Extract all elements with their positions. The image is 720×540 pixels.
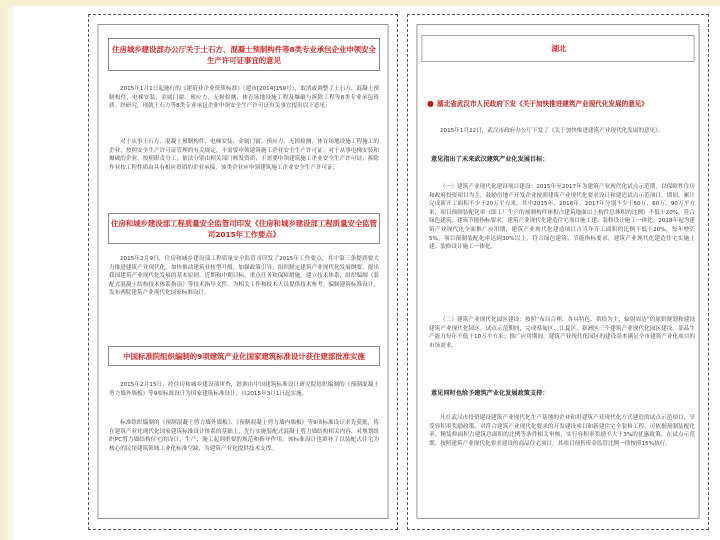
bullet-icon: ● [427, 99, 434, 108]
left-paragraph-3: 2015年2月9日，住房和城乡建设部工程质量安全监管司印发了2015年工作要点，其中第三条提到要大力推进建筑产业现代化，加快推动建筑业转型升级。加强政策引导，组织制定建筑产业现代化发展纲要，提出我国建筑产业现代化发展的基本原则、近期和中期目标、重点任务和保障措施。建立技术体系，组织编制《装配式混凝土结构技术体系指南》等技术指导文件，为相关工作和技术人员提供技术参考。编制建筑标准设计，发布两院建筑产业现代化国家标准设计。 [109, 256, 379, 297]
right-header-label: 湖北 [551, 43, 567, 53]
left-heading-2: 住房和城乡建设部工程质量安全监管司印发《住房和城乡建设部工程质量安全监管司2015年工作要点》 [110, 218, 378, 239]
left-paragraph-1: 2015年1月1日起施行的《建筑业企业资质标准》（建市[2014]159号），取消或调整了土石方、混凝土预制构件、电梯安装、金属门窗、预应力、无损检测、体育场地设施工程及爆破与拆除工程等8类专业承包资质。经研究，现就土石方等8类专业承包企业申领安全生产许可证有关事宜提出以下意见： [109, 86, 379, 110]
right-paragraph-2: （二）建筑产业现代化园区建设：按照“布局合理、各具特色、供给为主、辐射周边”的原则规划和建设建筑产业现代化园区。试点示范期间，完成蔡甸区、江夏区、新洲区三个建筑产业现代化园区建设。部品生产能力每年不低于10万平方米；推广应用期间，建筑产业现代化园区的建设基本满足全市建筑产业化项目的市场需求。 [429, 317, 695, 349]
left-heading-1: 住房城乡建设部办公厅关于土石方、混凝土预制构件等8类专业承包企业申领安全生产许可证事宜的意见 [112, 44, 376, 65]
right-subheading-1: 意见指出了未来武汉建筑产业化发展目标： [431, 156, 549, 163]
right-article-title-text: 湖北省武汉市人民政府下发《关于加快推进建筑产业现代化发展的意见》 [436, 100, 648, 108]
left-paragraph-2: 对于从事土石方、混凝土预制构件、电梯安装、金属门窗、预应力、无损检测、体育场地设施工程施工的企业，按照安全生产许可证管理的有关规定，不需要申领建筑施工企业安全生产许可证；对于从事电梯安装和爆破的企业，按照职责分工，依法分别由相关部门核发资质；不需要申领建筑施工企业安全生产许可证；拆除作业按工程性质由具有相应资质的企业承接，该类企业应申领建筑施工企业安全生产许可证。 [109, 139, 379, 171]
left-heading-box-3 [108, 346, 380, 366]
right-paragraph-3: 凡在武汉市投资建设建筑产业现代化生产基地的企业和用建筑产业现代化方式建造的试点示范项目，享受容积率奖励政策。对符合建筑产业现代化要求的开发建设项目和新建住宅全装修工程，可依据预制装配化率、精装修面积占建筑总面积的比例等条件相关审核，实行容积率奖励不大于3%的优惠政策。在试点示范期，按照建筑产业现代化要求建设的商品住宅项目，其项目预售资金监管比例一律按照15%执行。 [429, 415, 695, 447]
left-edge-strip [0, 0, 14, 540]
right-article-title [427, 98, 697, 108]
top-edge-strip [0, 0, 720, 6]
left-heading-3: 中国标准院组织编制的9项建筑产业化国家建筑标准设计获住建部批准实施 [123, 351, 365, 361]
right-subheading-2: 意见同时也给予建筑产业化发展政策支持： [431, 390, 549, 397]
left-document-panel [88, 14, 398, 530]
left-paragraph-4: 2015年2月15日，经住房和城乡建设部审查，批准由中国建筑标准设计研究院组织编制的《预制混凝土剪力墙外墙板》等9项标准设计为国家建筑标准设计，自2015年3月1日起实施。 [109, 382, 379, 397]
left-heading-box-2 [108, 213, 380, 244]
right-paragraph-1: （一）建筑产业现代化建设项目建设：2015年至2017年为建筑产业现代化试点示范期，以保障性住房和政府投资项目为主，鼓励房地产开发企业按照建筑产业现代化要求设计和建造试点示范项目。期间，累计完成新开工面积不少于20万平方米，其中2015年、2016年、2017年分别不少于50万、60万、90万平方米，项目预制装配化率（即工厂生产的预制构件体积占建筑地面以上构件总体积的比例）不低于20%，符合绿色建筑、建筑节能指标要求，建筑产业现代化建造住宅项目施工建、装修设计施工一体化。2018年起为建筑产业现代化全面推广应用期，建筑产业现代化建造项目占当年开工面积的比例不低于20%，每年增长5%。项目预制装配化率达到30%以上，符合绿色建筑、节能指标要求，建筑产业现代化建造住宅实施土建、装修设计施工一体化。 [429, 184, 695, 251]
right-intro: 2015年1月22日，武汉市政府办公厅下发了《关于加快推进建筑产业现代化发展的意见》。 [440, 128, 664, 134]
left-heading-box-1 [108, 38, 380, 71]
right-panel-frame [408, 15, 708, 529]
left-paragraph-5: 标准组织编制的《预制混凝土剪力墙外墙板》、《预制混凝土剪力墙内墙板》等9项标准设计率先获批，将在建筑产业化现代化国家建筑标准设计体系的基础上，先行实施装配式混凝土剪力墙结构相关内容，对规划组织PC剪力墙结构住宅的设计、生产、施工起到重要的规范和指导作用。该标准设计也填补了以装配式住宅为核心的民用建筑领域工业化标准空缺，为建筑产业化提供技术支撑。 [109, 420, 379, 452]
right-document-panel [407, 14, 709, 530]
